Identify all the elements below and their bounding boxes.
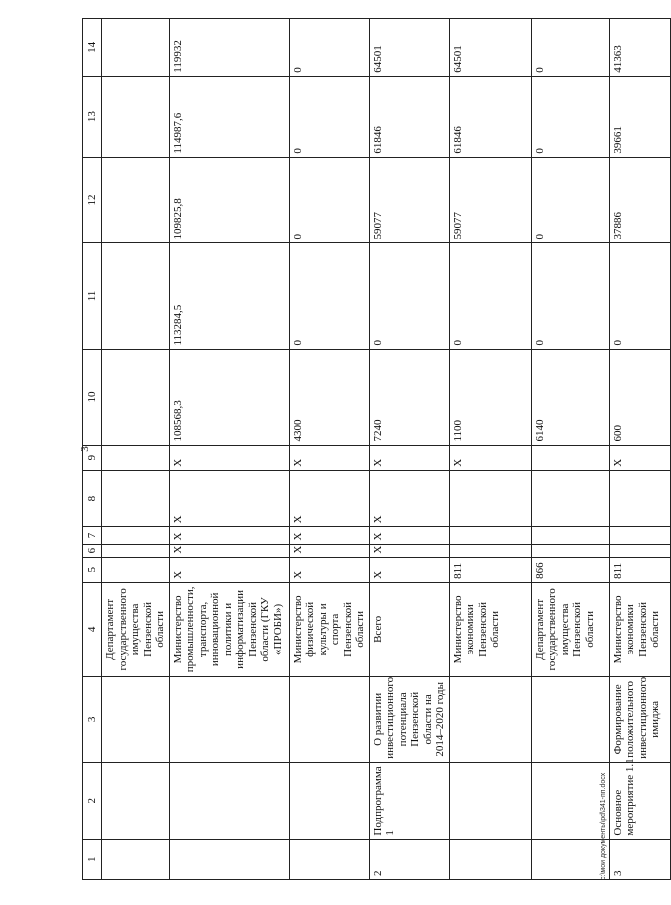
cell-col-14: 0 (289, 19, 369, 77)
cell-col-6 (531, 544, 609, 557)
cell-line: Основное (611, 789, 624, 836)
cell-col-9 (102, 445, 170, 470)
cell-col-10: 6140 (531, 349, 609, 445)
cell-line: Формирование (611, 684, 624, 755)
cell-col-4 (609, 582, 670, 676)
column-number-13: 13 (83, 76, 102, 157)
column-number-5: 5 (83, 557, 102, 582)
cell-line: политики и (221, 602, 234, 656)
cell-col-1 (102, 839, 170, 879)
cell-col-9: X (289, 445, 369, 470)
cell-col-9: X (169, 445, 289, 470)
cell-col-13: 61846 (449, 76, 531, 157)
cell-col-5: 811 (609, 557, 670, 582)
cell-line: области (354, 611, 366, 648)
cell-line: области (583, 611, 596, 648)
cell-col-1 (531, 839, 609, 879)
column-number-2: 2 (83, 762, 102, 839)
column-number-7: 7 (83, 527, 102, 544)
cell-line: Министерство (451, 595, 464, 664)
cell-col-9: X (369, 445, 449, 470)
column-number-9: 9 (83, 445, 102, 470)
file-path-footer: c:\мои документы\pd\341-пп.docx (600, 772, 607, 880)
table-row (531, 19, 609, 880)
cell-col-7 (531, 527, 609, 544)
cell-line: инвестиционного (384, 676, 396, 759)
cell-col-10: 108568,3 (169, 349, 289, 445)
cell-col-8: X (169, 470, 289, 527)
cell-col-3 (369, 676, 449, 762)
cell-line: 2014–2020 годы (434, 682, 446, 757)
cell-col-11: 0 (449, 243, 531, 349)
cell-col-11: 113284,5 (169, 243, 289, 349)
cell-col-9: X (449, 445, 531, 470)
cell-col-7 (449, 527, 531, 544)
cell-line: экономики (624, 604, 636, 655)
cell-col-4 (449, 582, 531, 676)
cell-col-10: 4300 (289, 349, 369, 445)
cell-col-7 (102, 527, 170, 544)
cell-line: области (ГКУ (259, 597, 271, 662)
cell-col-4 (289, 582, 369, 676)
document-sheet (64, 18, 661, 880)
cell-col-8 (102, 470, 170, 527)
cell-line: спорта (329, 613, 341, 646)
cell-col-5: 811 (449, 557, 531, 582)
cell-line: «ПРОБИ») (271, 603, 284, 655)
cell-line: инвестиционного (636, 676, 649, 759)
cell-col-11 (102, 243, 170, 349)
table-row (102, 19, 170, 880)
column-number-11: 11 (83, 243, 102, 349)
cell-col-14: 64501 (369, 19, 449, 77)
column-number-14: 14 (83, 19, 102, 77)
cell-line: имущества (558, 603, 571, 656)
cell-col-5: X (369, 557, 449, 582)
column-number-3: 3 (83, 676, 102, 762)
cell-col-5 (102, 557, 170, 582)
cell-line: промышленности, (184, 586, 196, 673)
cell-col-12: 59077 (449, 157, 531, 243)
cell-col-14: 119932 (169, 19, 289, 77)
cell-line: области на (421, 694, 434, 745)
cell-line: области (489, 611, 501, 648)
cell-col-8 (609, 470, 670, 527)
cell-col-12: 37886 (609, 157, 670, 243)
page-number: 3 (79, 446, 91, 452)
cell-col-3 (609, 676, 670, 762)
cell-col-10 (102, 349, 170, 445)
cell-line: экономики (464, 604, 476, 655)
cell-col-6 (449, 544, 531, 557)
cell-line: О развитии (371, 692, 384, 746)
cell-col-7: X (289, 527, 369, 544)
table-row (449, 19, 531, 880)
cell-col-6 (609, 544, 670, 557)
cell-col-8: X (289, 470, 369, 527)
cell-col-4 (169, 582, 289, 676)
cell-col-6: X (289, 544, 369, 557)
cell-line: Министерство (291, 595, 304, 664)
cell-line: государственного (546, 588, 558, 671)
cell-col-13: 0 (531, 76, 609, 157)
cell-col-9 (531, 445, 609, 470)
cell-col-12: 0 (289, 157, 369, 243)
cell-col-5: 866 (531, 557, 609, 582)
cell-line: потенциала (396, 692, 409, 747)
cell-col-5: X (169, 557, 289, 582)
cell-line: мероприятие 1.1 (624, 758, 636, 836)
cell-col-12: 109825,8 (169, 157, 289, 243)
cell-col-1 (449, 839, 531, 879)
cell-col-4 (531, 582, 609, 676)
cell-col-13: 0 (289, 76, 369, 157)
cell-line: информатизации (234, 590, 246, 669)
cell-line: области (154, 611, 166, 648)
cell-line: Пензенской (571, 601, 583, 657)
cell-col-2 (169, 762, 289, 839)
cell-col-3 (289, 676, 369, 762)
cell-col-3 (449, 676, 531, 762)
cell-col-8 (531, 470, 609, 527)
column-number-6: 6 (83, 544, 102, 557)
cell-col-8 (449, 470, 531, 527)
column-number-12: 12 (83, 157, 102, 243)
cell-col-7: X (369, 527, 449, 544)
cell-line: имиджа (649, 700, 661, 738)
table-row (609, 19, 670, 880)
cell-col-6: X (369, 544, 449, 557)
cell-col-7: X (169, 527, 289, 544)
cell-col-11: 0 (369, 243, 449, 349)
cell-col-7 (609, 527, 670, 544)
cell-line: государственного (116, 588, 129, 671)
cell-col-12: 0 (531, 157, 609, 243)
column-number-1: 1 (83, 839, 102, 879)
cell-line: Пензенской (636, 601, 649, 657)
cell-col-13: 61846 (369, 76, 449, 157)
cell-col-14: 0 (531, 19, 609, 77)
cell-line: Пензенской (409, 691, 421, 747)
cell-col-5: X (289, 557, 369, 582)
cell-col-9: X (609, 445, 670, 470)
column-number-10: 10 (83, 349, 102, 445)
cell-col-2 (531, 762, 609, 839)
table-row (289, 19, 369, 880)
column-number-4: 4 (83, 582, 102, 676)
cell-col-12 (102, 157, 170, 243)
cell-line: имущества (129, 603, 141, 656)
cell-col-11: 0 (531, 243, 609, 349)
cell-col-2 (449, 762, 531, 839)
budget-table (82, 18, 671, 880)
cell-line: Пензенской (246, 601, 259, 657)
cell-line: Министерство (611, 595, 624, 664)
cell-line: транспорта, (196, 601, 209, 658)
cell-col-10: 600 (609, 349, 670, 445)
cell-col-13: 114987,6 (169, 76, 289, 157)
cell-col-1: 3 (609, 839, 670, 879)
cell-col-3 (102, 676, 170, 762)
cell-col-1 (169, 839, 289, 879)
rotated-page (64, 18, 661, 880)
cell-col-2 (102, 762, 170, 839)
cell-col-14 (102, 19, 170, 77)
table-row (369, 19, 449, 880)
cell-col-8: X (369, 470, 449, 527)
table-header-row (83, 19, 102, 880)
cell-col-3 (531, 676, 609, 762)
cell-line: инновационной (209, 592, 221, 667)
cell-col-2 (609, 758, 670, 839)
cell-col-1 (289, 839, 369, 879)
cell-line: Пензенской (476, 601, 489, 657)
cell-col-4 (102, 582, 170, 676)
cell-col-12: 59077 (369, 157, 449, 243)
column-number-8: 8 (83, 470, 102, 527)
cell-col-13 (102, 76, 170, 157)
cell-col-11: 0 (289, 243, 369, 349)
cell-line: культуры и (316, 603, 329, 656)
cell-col-14: 64501 (449, 19, 531, 77)
cell-line: положительного (624, 680, 636, 758)
cell-col-4: Всего (369, 582, 449, 676)
cell-line: области (649, 611, 661, 648)
cell-line: физической (304, 601, 316, 657)
cell-col-14: 41363 (609, 19, 670, 77)
cell-col-6: X (169, 544, 289, 557)
cell-line: Министерство (171, 595, 184, 664)
cell-col-11: 0 (609, 243, 670, 349)
cell-line: Департамент (104, 598, 116, 660)
cell-col-1: 2 (369, 839, 449, 879)
cell-line: Пензенской (341, 601, 354, 657)
cell-col-2: Подпрограмма 1 (369, 762, 449, 839)
cell-line: Пензенской (141, 601, 154, 657)
cell-col-3 (169, 676, 289, 762)
cell-col-10: 1100 (449, 349, 531, 445)
table-row (169, 19, 289, 880)
cell-col-10: 7240 (369, 349, 449, 445)
cell-col-13: 39661 (609, 76, 670, 157)
cell-line: Департамент (533, 598, 546, 660)
cell-col-2 (289, 762, 369, 839)
cell-col-6 (102, 544, 170, 557)
